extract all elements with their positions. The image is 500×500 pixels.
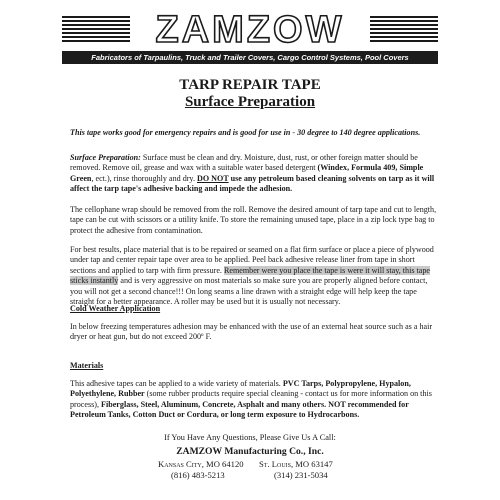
document-title: TARP REPAIR TAPE [179, 77, 321, 93]
surface-prep-text-2: , ect.), rinse thoroughly and dry. [91, 173, 198, 183]
best-results-text: For best results, place material that is to be repaired or seamed on a flat firm surface or place a piece of plywood under tap and center repair tape over area to be applied. Peel back adhesive release liner from tape in short sections and applied to tarp with firm pressure. [70, 245, 434, 275]
do-not-emphasis: DO NOT [197, 173, 229, 183]
company-name: ZAMZOW Manufacturing Co., Inc. [176, 446, 324, 457]
company-logo [62, 10, 438, 50]
surface-prep-text: Surface must be clean and dry. Moisture, dust, rust, or other foreign matter should be removed. Remove oil, grease and wax with a suitable water based detergent [70, 153, 418, 173]
kansas-city-address: Kansas City, MO 64120 [158, 459, 244, 469]
cellophane-paragraph: The cellophane wrap should be removed from the roll. Remove the desired amount of tarp tape and cut to length, tape can be cut with scissors or a utility knife. To store the remaining unused tape, place in a zip lock type bag to protect the adhesive from contamination. [70, 205, 437, 235]
company-tagline: Fabricators of Tarpaulins, Truck and Trailer Covers, Cargo Control Systems, Pool Covers [62, 51, 438, 64]
intro-text: This tape works good for emergency repairs and is good for use in - 30 degree to 140 degree applications. [70, 128, 421, 137]
cold-weather-heading: Cold Weather Application [70, 304, 161, 313]
surface-preparation-paragraph [70, 153, 440, 195]
solvent-warning: use any petroleum based cleaning solvents on tarp as it will affect the tarp tape's adhesive backing and impede the adhesion. [70, 173, 435, 194]
highlighted-warning: Remember were you place the tape is were it will stay, this tape sticks instantly [70, 265, 430, 286]
st-louis-phone: (314) 231-5034 [274, 470, 328, 480]
detergent-list: (Windex, Formula 409, Simple Green [70, 163, 424, 183]
logo-text: ZAMZOW [130, 10, 370, 50]
materials-list-2: Fiberglass, Steel, Aluminum, Concrete, Asphalt and many others. NOT recommended for Petroleum Tanks, Cotton Duct or Cordura, or long term exposure to Hydrocarbons. [70, 399, 409, 420]
cold-weather-paragraph: In below freezing temperatures adhesion may be enhanced with the use of an external heat source such as a hair dryer or heat gun, but do not exceed 200º F. [70, 322, 433, 342]
materials-paragraph [70, 379, 440, 421]
contact-prompt: If You Have Any Questions, Please Give Us A Call: [164, 433, 336, 442]
materials-text: This adhesive tapes can be applied to a wide variety of materials. [70, 379, 283, 388]
document-subtitle: Surface Preparation [184, 94, 316, 110]
materials-heading: Materials [70, 361, 104, 370]
materials-list: PVC Tarps, Polypropylene, Hypalon, Polyethylene, Rubber [70, 379, 411, 399]
materials-text-2: (some rubber products require special cleaning - contact us for more information on this process), [70, 389, 432, 409]
surface-prep-label: Surface Preparation: [70, 153, 141, 162]
kansas-city-phone: (816) 483-5213 [171, 470, 225, 480]
st-louis-address: St. Louis, MO 63147 [259, 459, 333, 469]
best-results-paragraph [70, 245, 440, 307]
best-results-text-2: and is very aggressive on most materials so make sure you are properly aligned before contact, you will not get a second chance!!! On long seams a line drawn with a straight edge will help keep the tape straight for a better appearance. A roller may be used but it is usually not necessary. [70, 276, 428, 307]
